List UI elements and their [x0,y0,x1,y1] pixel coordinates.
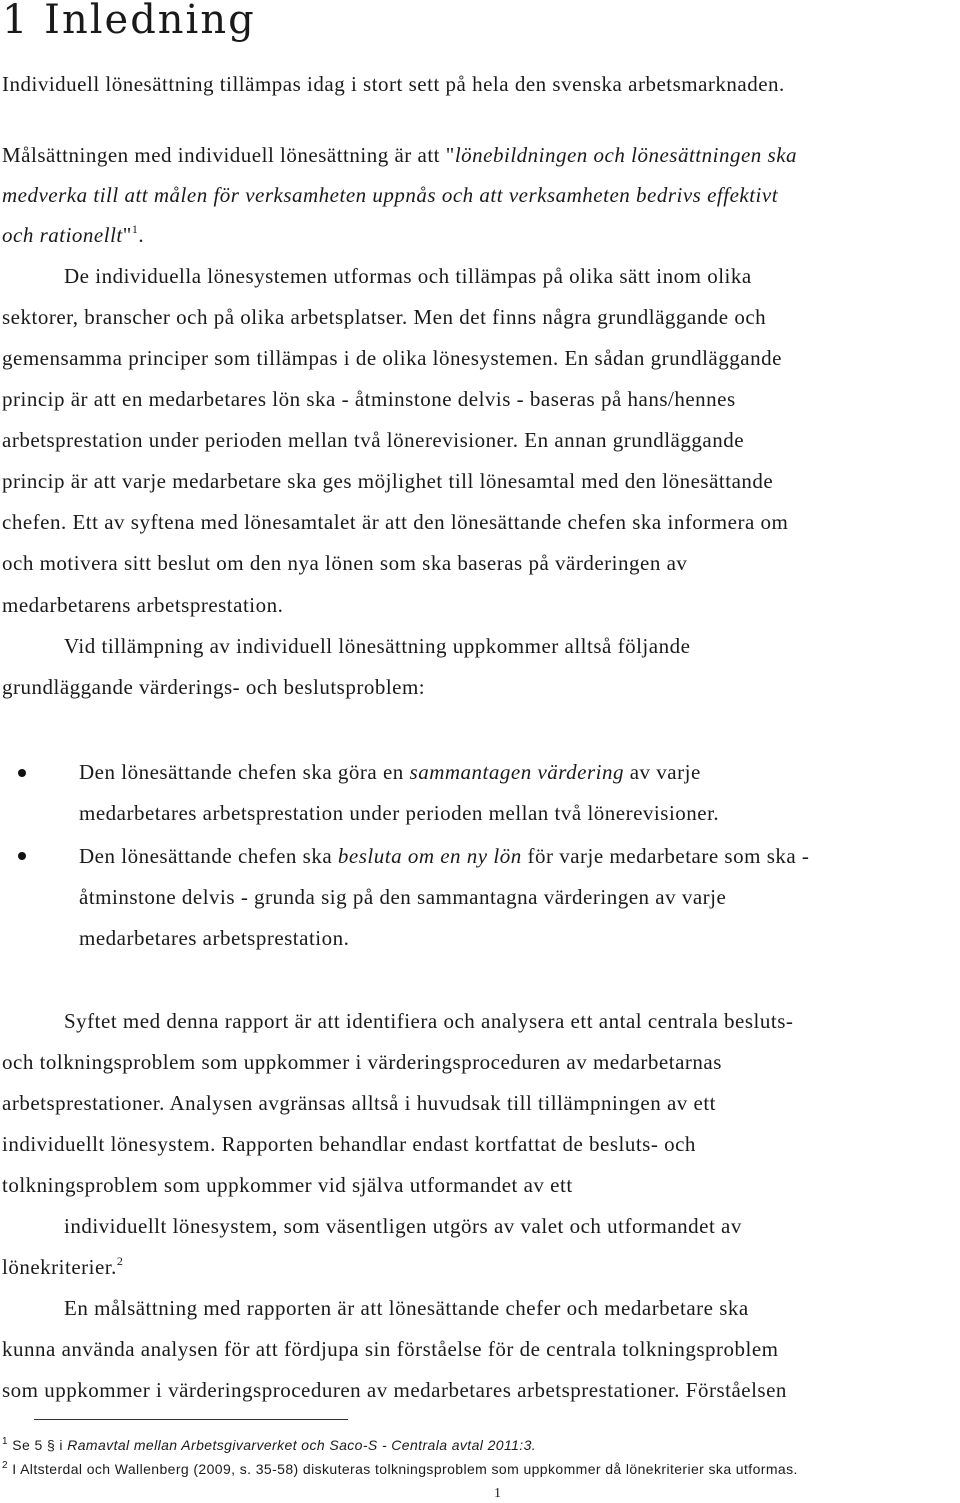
paragraph-4-line-1: Syftet med denna rapport är att identifiera och analysera ett antal centrala besluts- [64,1009,794,1033]
chapter-heading: 1 Inledning [2,0,256,43]
bullet-icon [18,769,26,777]
footnote-citation-italic: Ramavtal mellan Arbetsgivarverket och Saco-S - Centrala avtal 2011:3. [67,1437,537,1453]
paragraph-2-line-1: De individuella lönesystemen utformas och tillämpas på olika sätt inom olika [64,264,752,288]
paragraph-2-line-7: chefen. Ett av syftena med lönesamtalet är att den lönesättande chefen ska informera om [2,510,789,534]
footnote-divider [34,1419,348,1420]
paragraph-5-line-1: En målsättning med rapporten är att lönesättande chefer och medarbetare ska [64,1296,749,1320]
text-span: I Altsterdal och Wallenberg (2009, s. 35-58) diskuteras tolkningsproblem som uppkommer då lönekriterier ska utformas. [7,1461,798,1477]
text-span: Den lönesättande chefen ska [79,844,338,868]
paragraph-3-line-2: grundläggande värderings- och beslutsproblem: [2,675,426,699]
footnote-number: 2 [2,1460,8,1471]
paragraph-2-line-9: medarbetarens arbetsprestation. [2,593,284,617]
paragraph-1-line-4 [2,222,144,248]
bullet-2-line-3: medarbetares arbetsprestation. [79,926,350,950]
paragraph-1-line-2 [2,142,797,168]
paragraph-2-line-6: princip är att varje medarbetare ska ges möjlighet till lönesamtal med den lönesättande [2,469,774,493]
paragraph-4-line-7 [2,1254,123,1280]
bullet-2-line-1 [79,843,809,869]
text-span: " [122,223,132,247]
paragraph-2-line-2: sektorer, branscher och på olika arbetsplatser. Men det finns några grundläggande och [2,305,767,329]
paragraph-2-line-8: och motivera sitt beslut om den nya lönen som ska baseras på värderingen av [2,551,688,575]
paragraph-1-line-3 [2,182,778,208]
emphasis-italic: besluta om en ny lön [337,844,522,868]
paragraph-2-line-5: arbetsprestation under perioden mellan två lönerevisioner. En annan grundläggande [2,428,745,452]
footnote-ref-2[interactable]: 2 [116,1254,124,1268]
page-number: 1 [494,1486,501,1501]
bullet-2-line-2: åtminstone delvis - grunda sig på den sammantagna värderingen av varje [79,885,727,909]
paragraph-3-line-1: Vid tillämpning av individuell lönesättning uppkommer alltså följande [64,634,691,658]
paragraph-4-line-3: arbetsprestationer. Analysen avgränsas alltså i huvudsak till tillämpningen av ett [2,1091,717,1115]
emphasis-italic: sammantagen värdering [409,760,624,784]
footnote-1 [2,1436,536,1454]
text-span: Den lönesättande chefen ska göra en [79,760,410,784]
footnote-2 [2,1460,798,1478]
paragraph-5-line-3: som uppkommer i värderingsproceduren av medarbetares arbetsprestationer. Förståelsen [2,1378,787,1402]
paragraph-4-line-5: tolkningsproblem som uppkommer vid själva utformandet av ett [2,1173,573,1197]
paragraph-4-line-6: individuellt lönesystem, som väsentligen utgörs av valet och utformandet av [64,1214,742,1238]
quote-italic: lönebildningen och lönesättningen ska [454,143,798,167]
text-span: av varje [623,760,701,784]
bullet-1-line-2: medarbetares arbetsprestation under perioden mellan två lönerevisioner. [79,801,720,825]
footnote-number: 1 [2,1436,8,1447]
paragraph-1-line-1: Individuell lönesättning tillämpas idag i stort sett på hela den svenska arbetsmarknaden. [2,72,785,96]
paragraph-4-line-2: och tolkningsproblem som uppkommer i värderingsproceduren av medarbetarnas [2,1050,722,1074]
text-span: lönekriterier. [2,1255,117,1279]
bullet-icon [18,852,26,860]
text-span: Se 5 § i [7,1437,68,1453]
paragraph-4-line-4: individuellt lönesystem. Rapporten behandlar endast kortfattat de besluts- och [2,1132,696,1156]
text-span: Målsättningen med individuell lönesättning är att " [2,143,455,167]
text-span: . [138,223,145,247]
quote-italic: och rationellt [2,223,123,247]
paragraph-2-line-3: gemensamma principer som tillämpas i de olika lönesystemen. En sådan grundläggande [2,346,782,370]
bullet-1-line-1 [79,759,701,785]
text-span: för varje medarbetare som ska - [521,844,810,868]
footnote-ref-1[interactable]: 1 [131,222,139,236]
quote-italic: medverka till att målen för verksamheten uppnås och att verksamheten bedrivs effektivt [2,183,779,207]
paragraph-5-line-2: kunna använda analysen för att fördjupa sin förståelse för de centrala tolkningsproblem [2,1337,779,1361]
paragraph-2-line-4: princip är att en medarbetares lön ska - åtminstone delvis - baseras på hans/hennes [2,387,736,411]
